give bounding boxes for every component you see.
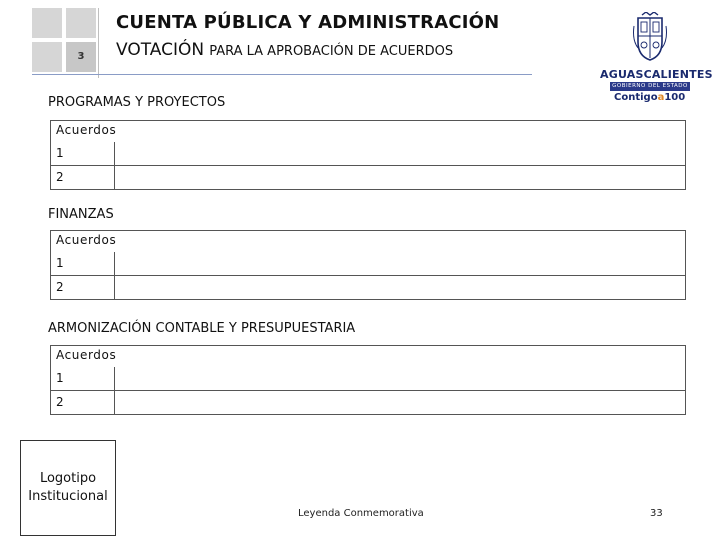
table-header [51,346,685,367]
decor-square [32,42,62,72]
header-divider-horizontal [32,74,532,75]
table-finanzas [50,230,686,300]
table-row [51,165,685,189]
table-row [51,142,685,165]
subtitle-small: PARA LA APROBACIÓN DE ACUERDOS [209,44,454,59]
logo-name: AGUASCALIENTES [600,68,713,81]
table-armonizacion [50,345,686,415]
logo-gov-label: GOBIERNO DEL ESTADO [610,82,690,91]
decor-square [32,8,62,38]
table-row [51,275,685,299]
row-number-cell [51,166,115,189]
row-number-cell [51,391,115,414]
slogan-part-a: Contigo [614,92,658,103]
row-content-cell[interactable] [115,276,685,299]
table-row [51,367,685,390]
section-title-programas: PROGRAMAS Y PROYECTOS [48,95,226,110]
row-number: 1 [56,256,64,270]
row-number: 2 [56,170,64,184]
page-title: CUENTA PÚBLICA Y ADMINISTRACIÓN [116,12,500,33]
section-title-armonizacion: ARMONIZACIÓN CONTABLE Y PRESUPUESTARIA [48,321,356,336]
table-header-label: Acuerdos [56,348,117,362]
table-programas [50,120,686,190]
row-number-cell [51,367,115,390]
slogan-part-b: 100 [664,92,686,103]
logo-placeholder-line1: Logotipo [39,471,97,486]
coat-of-arms-icon [632,12,668,62]
header-divider-vertical [98,8,99,78]
page-number: 33 [650,508,663,519]
row-number-cell [51,142,115,165]
logo-placeholder-line2: Institucional [28,489,108,504]
slide-number-square [66,42,96,72]
page-subtitle [116,40,453,60]
row-number: 1 [56,371,64,385]
row-content-cell[interactable] [115,142,685,165]
institutional-logo-placeholder [20,440,116,536]
section-title-finanzas: FINANZAS [48,207,114,222]
table-header [51,121,685,142]
row-content-cell[interactable] [115,391,685,414]
row-content-cell[interactable] [115,252,685,275]
decor-square [66,8,96,38]
table-row [51,252,685,275]
table-row [51,390,685,414]
row-number: 2 [56,280,64,294]
row-content-cell[interactable] [115,166,685,189]
subtitle-large: VOTACIÓN [116,40,205,60]
row-number: 1 [56,146,64,160]
commemorative-legend: Leyenda Conmemorativa [298,508,424,519]
table-header [51,231,685,252]
slogan-dot: a [657,92,665,103]
table-header-label: Acuerdos [56,123,117,137]
row-number-cell [51,276,115,299]
logo-slogan [614,92,698,103]
row-number: 2 [56,395,64,409]
slide-number: 3 [77,51,85,62]
row-number-cell [51,252,115,275]
table-header-label: Acuerdos [56,233,117,247]
row-content-cell[interactable] [115,367,685,390]
state-logo [600,8,713,108]
